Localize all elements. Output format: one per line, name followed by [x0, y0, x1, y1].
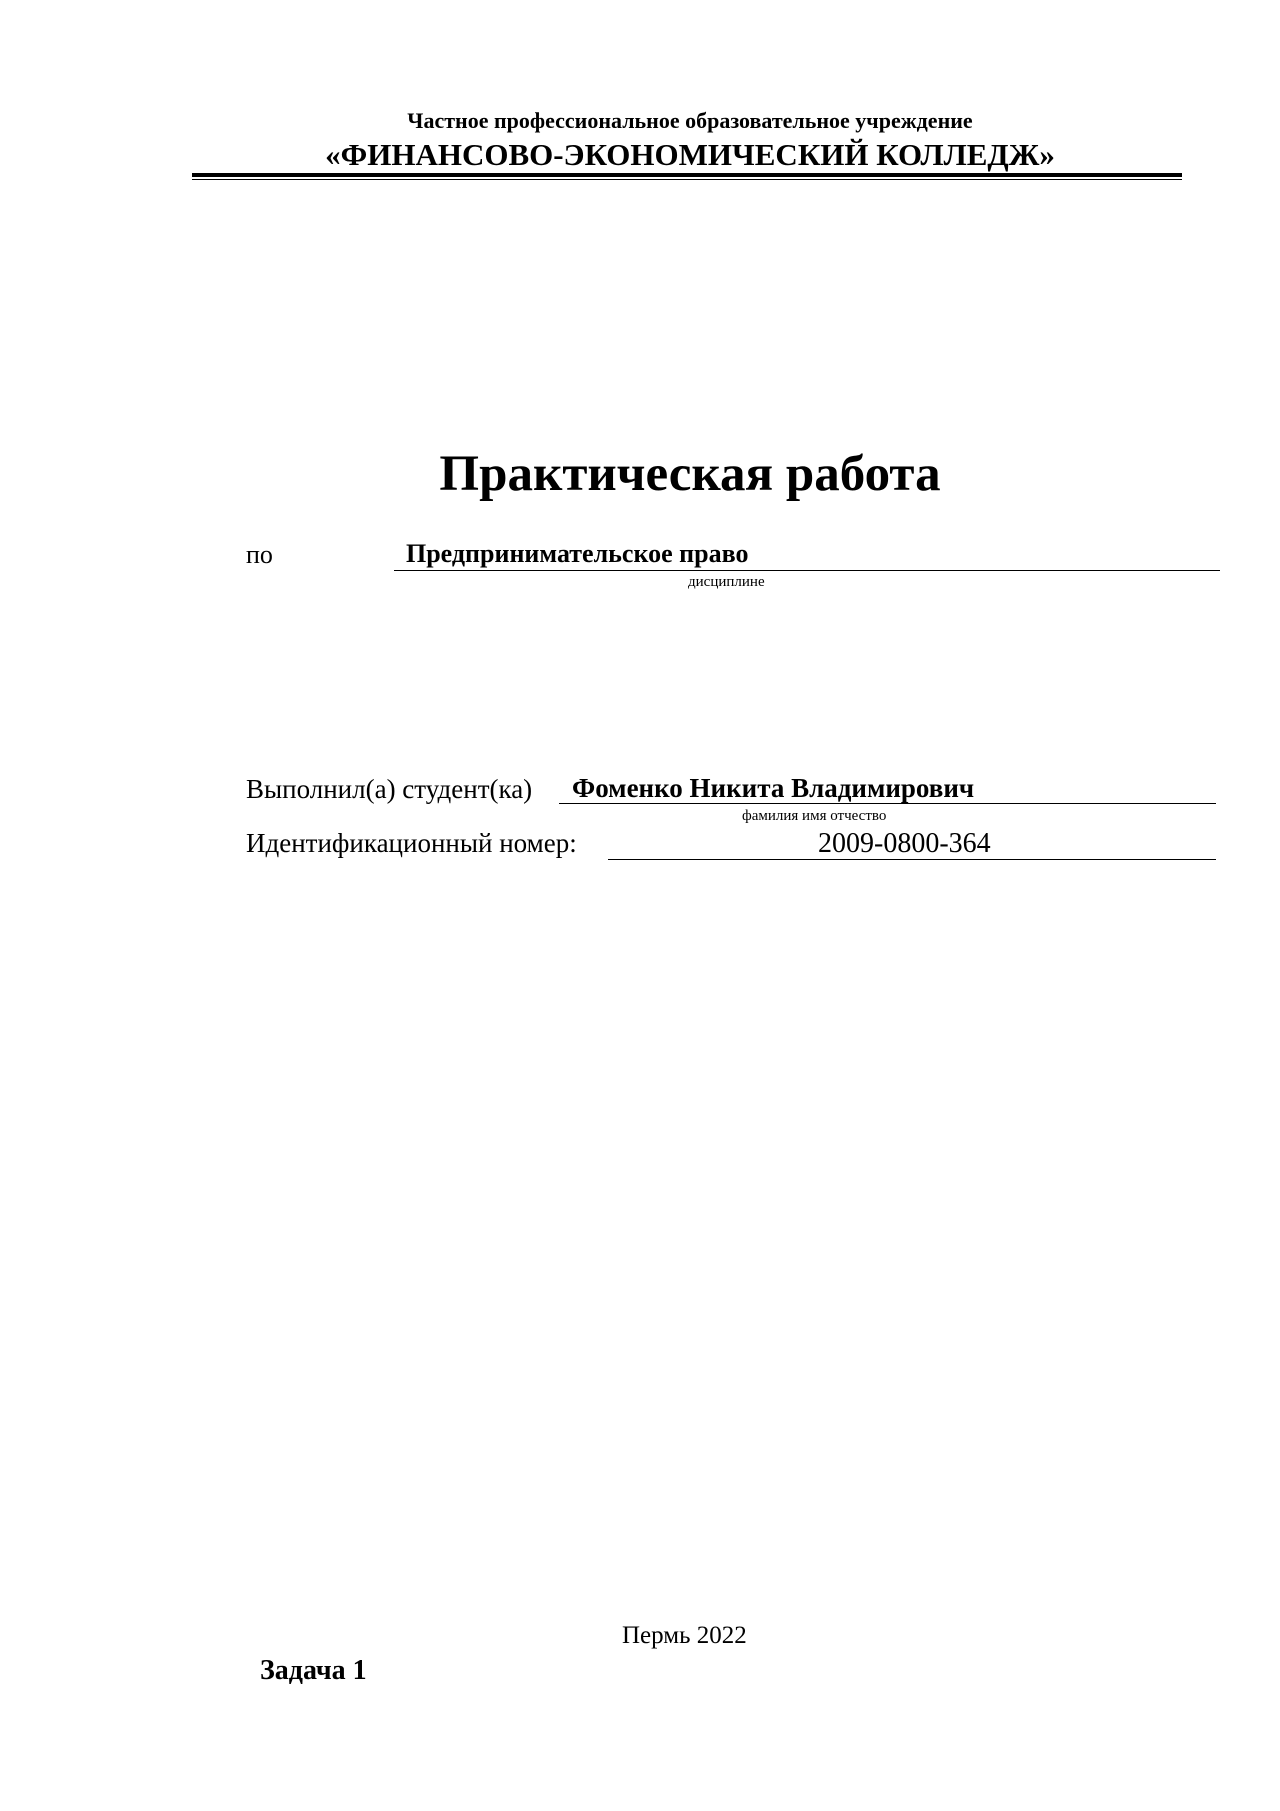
document-title: Практическая работа: [439, 446, 941, 502]
institution-name: «ФИНАНСОВО-ЭКОНОМИЧЕСКИЙ КОЛЛЕДЖ»: [325, 137, 1055, 172]
student-label: Выполнил(а) студент(ка): [246, 774, 533, 804]
task-heading: Задача 1: [260, 1655, 367, 1686]
header-divider-thin: [192, 179, 1182, 180]
header-divider-thick: [192, 173, 1182, 177]
student-name: Фоменко Никита Владимирович: [572, 773, 975, 803]
id-number-label: Идентификационный номер:: [246, 828, 577, 858]
city-year: Пермь 2022: [622, 1622, 747, 1649]
discipline-caption: дисциплине: [688, 574, 765, 590]
discipline-prefix: по: [246, 540, 273, 569]
discipline-underline: [394, 570, 1220, 571]
student-caption: фамилия имя отчество: [742, 808, 887, 824]
institution-type: Частное профессиональное образовательное учреждение: [407, 108, 973, 133]
discipline-value: Предпринимательское право: [406, 539, 749, 568]
id-number-value: 2009-0800-364: [818, 828, 991, 859]
